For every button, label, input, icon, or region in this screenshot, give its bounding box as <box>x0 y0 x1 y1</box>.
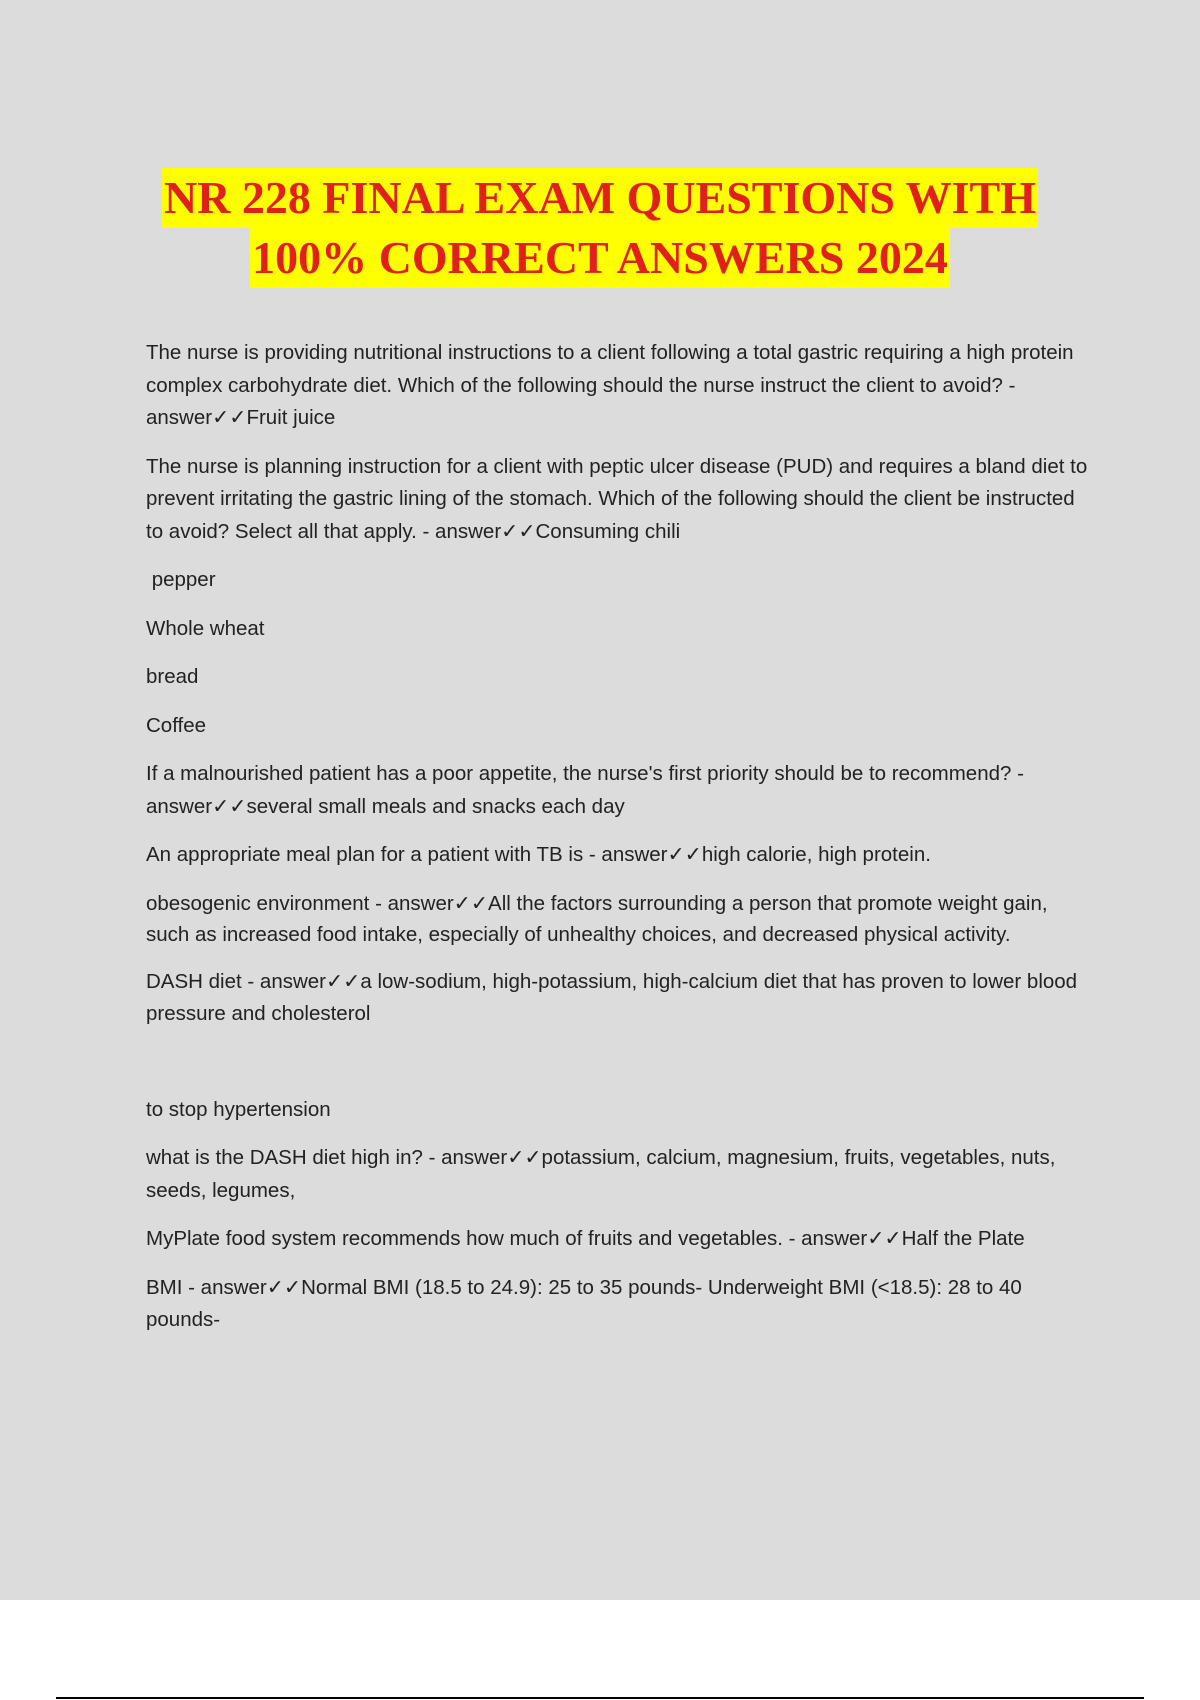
title-line-1: NR 228 FINAL EXAM QUESTIONS WITH <box>162 168 1038 228</box>
paragraph-coffee: Coffee <box>146 713 207 737</box>
paragraph-dash-high-in: what is the DASH diet high in? - answer✓✓potassium, calcium, magnesium, fruits, vegetables, nuts, seeds, legumes, <box>146 1146 1056 1202</box>
paragraph-obesogenic: obesogenic environment - answer✓✓All the factors surrounding a person that promote weight gain, such as increased food intake, especially of unhealthy choices, and decreased physical activity. <box>146 891 1048 946</box>
paragraph-stop-hypertension: to stop hypertension <box>146 1097 331 1121</box>
title-line-2: 100% CORRECT ANSWERS 2024 <box>250 228 950 288</box>
paragraph-myplate: MyPlate food system recommends how much of fruits and vegetables. - answer✓✓Half the Plate <box>146 1227 1025 1250</box>
paragraph-bmi: BMI - answer✓✓Normal BMI (18.5 to 24.9): 25 to 35 pounds- Underweight BMI (<18.5): 28 to 40 pounds- <box>146 1275 1022 1331</box>
paragraph-tb-question: An appropriate meal plan for a patient with TB is - answer✓✓high calorie, high protein. <box>146 843 931 866</box>
document-body <box>146 337 1096 1353</box>
document-title <box>0 168 1200 288</box>
paragraph-pepper: pepper <box>146 568 216 591</box>
paragraph-pud-question: The nurse is planning instruction for a client with peptic ulcer disease (PUD) and requires a bland diet to prevent irritating the gastric lining of the stomach. Which of the following should the client be instructed to avoid? Select all that apply. - answer✓✓Consuming chili <box>146 454 1088 543</box>
paragraph-whole-wheat: Whole wheat <box>146 616 265 640</box>
paragraph-dash-diet: DASH diet - answer✓✓a low-sodium, high-potassium, high-calcium diet that has proven to lower blood pressure and cholesterol <box>146 969 1078 1025</box>
paragraph-bread: bread <box>146 665 199 688</box>
footer-divider <box>56 1697 1144 1699</box>
paragraph-gastric-question: The nurse is providing nutritional instructions to a client following a total gastric requiring a high protein complex carbohydrate diet. Which of the following should the nurse instruct the client to avoid? - answer✓✓Fruit juice <box>146 341 1074 429</box>
paragraph-malnourished-question: If a malnourished patient has a poor appetite, the nurse's first priority should be to recommend? - answer✓✓several small meals and snacks each day <box>146 762 1024 818</box>
